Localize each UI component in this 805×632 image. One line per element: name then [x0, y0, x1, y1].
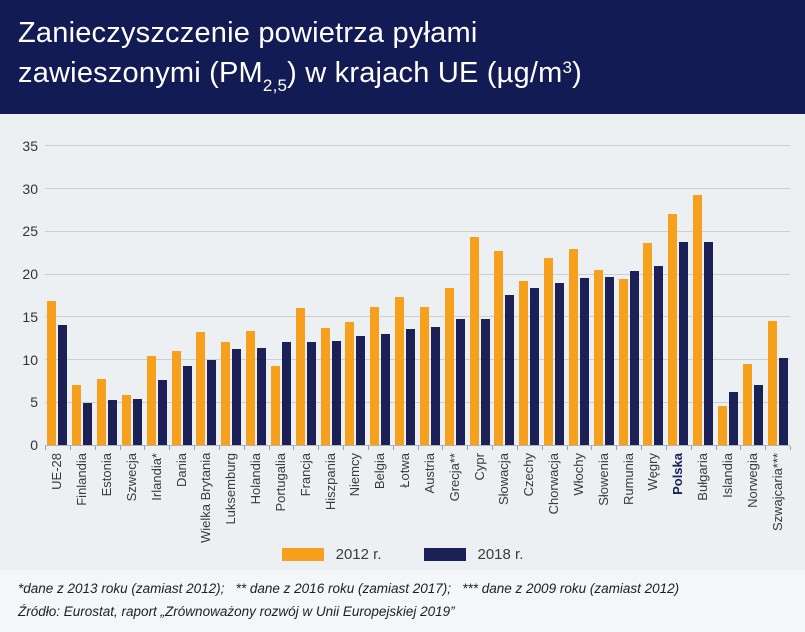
- bar-2012r: [420, 307, 429, 445]
- x-axis-label: Finlandia: [74, 453, 90, 506]
- bar-2012r: [569, 249, 578, 445]
- x-axis-label: Wielka Brytania: [198, 452, 214, 543]
- axis-tick: [666, 446, 667, 450]
- bar-2018r: [555, 283, 564, 445]
- bar-2012r: [47, 301, 56, 445]
- bar-2018r: [356, 336, 365, 445]
- bar-2018r: [431, 327, 440, 445]
- bar-2012r: [693, 195, 702, 445]
- x-axis-label: Węgry: [645, 453, 661, 491]
- x-axis-label: Estonia: [99, 453, 115, 497]
- axis-tick: [691, 446, 692, 450]
- chart-footer: [0, 570, 805, 632]
- axis-tick: [790, 446, 791, 450]
- bar-2018r: [381, 334, 390, 445]
- x-axis-label: Holandia: [248, 453, 264, 505]
- axis-tick: [169, 446, 170, 450]
- bar-2018r: [704, 242, 713, 445]
- bar-2018r: [332, 341, 341, 445]
- legend-item-2018: [424, 546, 524, 563]
- x-axis-label: Islandia: [719, 453, 735, 498]
- legend-label-2018: 2018 r.: [477, 545, 524, 563]
- bar-2018r: [754, 385, 763, 445]
- x-axis-label: Hiszpania: [322, 453, 338, 511]
- gridline: [45, 145, 790, 146]
- x-axis-label: UE-28: [49, 453, 65, 490]
- bar-2012r: [196, 332, 205, 445]
- axis-tick: [393, 446, 394, 450]
- bar-2012r: [172, 351, 181, 445]
- bar-chart: [0, 114, 805, 570]
- bar-2018r: [257, 348, 266, 445]
- axis-tick: [492, 446, 493, 450]
- x-axis-label: Łotwa: [397, 453, 413, 488]
- bar-2012r: [519, 281, 528, 445]
- bar-2012r: [768, 321, 777, 445]
- bar-2012r: [619, 279, 628, 445]
- bar-2018r: [729, 392, 738, 445]
- x-axis-label: Belgia: [372, 453, 388, 490]
- footnote-asterisks: *dane z 2013 roku (zamiast 2012); ** dane z 2016 roku (zamiast 2017); *** dane z 2009 roku (zamiast 2012): [18, 581, 680, 596]
- legend-swatch-2018-icon: [424, 548, 466, 561]
- x-axis-label: Polska: [670, 453, 686, 495]
- bar-2018r: [654, 266, 663, 445]
- bar-2012r: [221, 342, 230, 445]
- bar-2018r: [630, 271, 639, 445]
- axis-tick: [716, 446, 717, 450]
- chart-legend: [0, 544, 805, 564]
- x-axis-label: Szwecja: [123, 453, 139, 502]
- axis-tick: [194, 446, 195, 450]
- axis-tick: [293, 446, 294, 450]
- legend-swatch-2012-icon: [282, 548, 324, 561]
- x-axis-label: Cypr: [471, 453, 487, 481]
- axis-tick: [244, 446, 245, 450]
- bar-2012r: [743, 364, 752, 445]
- bar-2012r: [97, 379, 106, 445]
- legend-label-2012: 2012 r.: [335, 545, 382, 563]
- gridline: [45, 231, 790, 232]
- bar-2018r: [183, 366, 192, 445]
- y-tick-label: 5: [30, 394, 38, 411]
- bar-2012r: [345, 322, 354, 445]
- bar-2012r: [296, 308, 305, 445]
- x-axis-label: Rumunia: [620, 453, 636, 506]
- bar-2018r: [605, 277, 614, 445]
- bar-2018r: [232, 349, 241, 445]
- axis-tick: [765, 446, 766, 450]
- x-axis-label: Słowacja: [496, 453, 512, 506]
- axis-tick: [144, 446, 145, 450]
- x-axis-label: Portugalia: [272, 453, 288, 512]
- x-axis-label: Irlandia*: [148, 453, 164, 501]
- bar-2012r: [544, 258, 553, 445]
- y-tick-label: 25: [22, 223, 38, 240]
- axis-tick: [368, 446, 369, 450]
- axis-tick: [616, 446, 617, 450]
- bar-2012r: [370, 307, 379, 445]
- bar-2012r: [470, 237, 479, 445]
- bar-2018r: [779, 358, 788, 445]
- bar-2018r: [133, 399, 142, 445]
- x-axis-label: Austria: [421, 453, 437, 494]
- bar-2012r: [246, 331, 255, 445]
- axis-tick: [45, 446, 46, 450]
- axis-tick: [467, 446, 468, 450]
- x-axis-label: Chorwacja: [546, 453, 562, 515]
- bar-2012r: [718, 406, 727, 445]
- bar-2012r: [321, 328, 330, 445]
- axis-tick: [95, 446, 96, 450]
- axis-tick: [591, 446, 592, 450]
- bar-2018r: [83, 403, 92, 445]
- x-axis-label: Włochy: [570, 453, 586, 496]
- bar-2012r: [72, 385, 81, 445]
- y-tick-label: 30: [22, 180, 38, 197]
- bar-2012r: [395, 297, 404, 445]
- bar-2018r: [456, 319, 465, 445]
- y-tick-label: 15: [22, 308, 38, 325]
- y-tick-label: 35: [22, 137, 38, 154]
- bar-2018r: [108, 400, 117, 445]
- x-axis-label: Bułgaria: [695, 453, 711, 501]
- bar-2012r: [643, 243, 652, 445]
- bar-2018r: [58, 325, 67, 445]
- x-axis-label: Dania: [173, 453, 189, 487]
- bar-2018r: [505, 295, 514, 445]
- bar-2012r: [122, 395, 131, 445]
- gridline: [45, 188, 790, 189]
- x-axis-label: Grecja**: [446, 453, 462, 502]
- x-axis-label: Słowenia: [595, 453, 611, 506]
- chart-title-line2: zawieszonymi $(PM_{2,5})$ w krajach UE $(\mu g/m^3)$: [18, 57, 582, 95]
- axis-tick: [740, 446, 741, 450]
- bar-2018r: [481, 319, 490, 445]
- source-line: Źródło: Eurostat, raport „Zrównoważony rozwój w Unii Europejskiej 2019”: [18, 604, 455, 619]
- bar-2018r: [580, 278, 589, 445]
- y-tick-label: 10: [22, 351, 38, 368]
- bar-2018r: [282, 342, 291, 445]
- bar-2018r: [530, 288, 539, 445]
- bar-2018r: [158, 380, 167, 445]
- bar-2018r: [406, 329, 415, 445]
- legend-item-2012: [282, 546, 382, 563]
- axis-tick: [641, 446, 642, 450]
- bar-2012r: [668, 214, 677, 445]
- bar-2012r: [594, 270, 603, 445]
- axis-tick: [120, 446, 121, 450]
- x-axis-label: Szwajcaria***: [769, 453, 785, 532]
- bar-2012r: [445, 288, 454, 445]
- axis-tick: [517, 446, 518, 450]
- axis-tick: [70, 446, 71, 450]
- axis-tick: [269, 446, 270, 450]
- bar-2018r: [207, 360, 216, 445]
- x-axis-label: Norwegia: [744, 453, 760, 508]
- y-tick-label: 20: [22, 266, 38, 283]
- x-axis-label: Luksemburg: [223, 453, 239, 525]
- axis-tick: [343, 446, 344, 450]
- axis-tick: [567, 446, 568, 450]
- x-axis-label: Francja: [297, 453, 313, 497]
- bar-2018r: [307, 342, 316, 445]
- x-axis-label: Niemcy: [347, 453, 363, 497]
- axis-tick: [442, 446, 443, 450]
- bar-2012r: [494, 251, 503, 445]
- y-tick-label: 0: [30, 437, 38, 453]
- chart-title-line1: Zanieczyszczenie powietrza pyłami: [18, 17, 478, 49]
- bar-2018r: [679, 242, 688, 445]
- axis-tick: [418, 446, 419, 450]
- bar-2012r: [147, 356, 156, 445]
- axis-tick: [318, 446, 319, 450]
- bar-2012r: [271, 366, 280, 445]
- x-axis-label: Czechy: [521, 453, 537, 497]
- chart-header: [0, 0, 805, 114]
- axis-tick: [542, 446, 543, 450]
- axis-tick: [219, 446, 220, 450]
